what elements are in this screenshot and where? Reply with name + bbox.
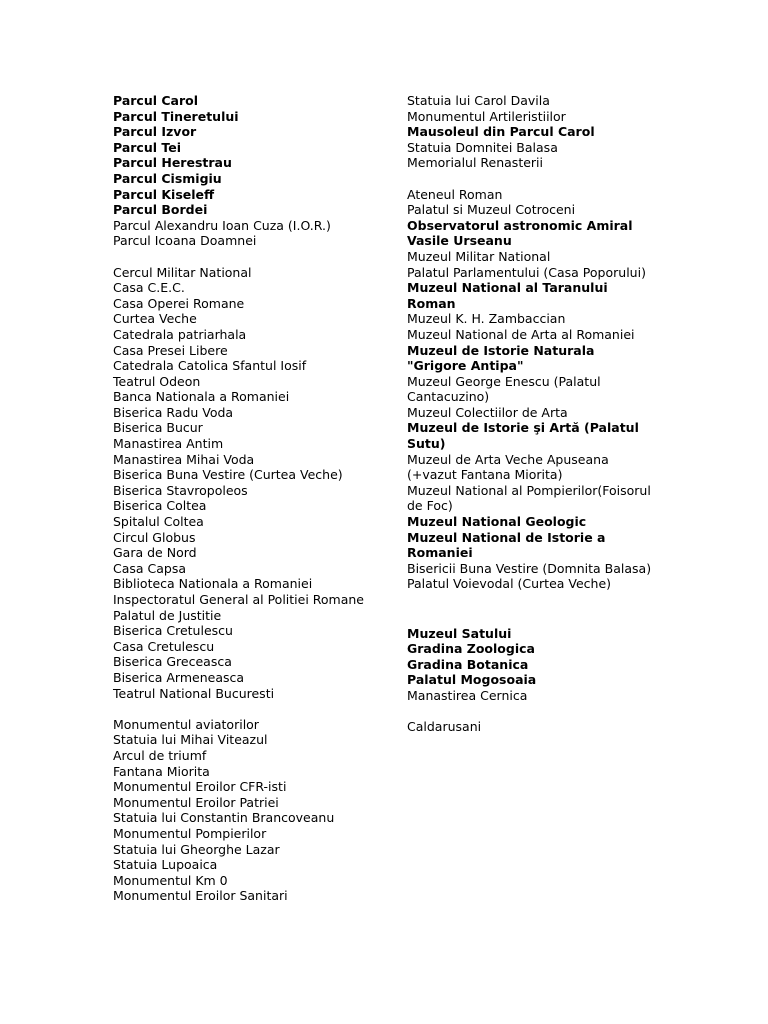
landmarks-list (113, 265, 383, 702)
list-item: Monumentul Eroilor CFR-isti (113, 779, 287, 795)
list-item: Parcul Tineretului (113, 108, 239, 124)
list-item: Muzeul National de Istorie a Romaniei (407, 529, 606, 561)
spacer (407, 171, 657, 187)
list-item: Gara de Nord (113, 545, 197, 561)
list-item: Palatul si Muzeul Cotroceni (407, 202, 576, 218)
list-item: Manastirea Mihai Voda (113, 451, 255, 467)
list-item: Parcul Icoana Doamnei (113, 233, 257, 249)
list-item: Biblioteca Nationala a Romaniei (113, 576, 313, 592)
list-item: Casa Capsa (113, 560, 187, 576)
list-item: Biserica Coltea (113, 498, 207, 514)
list-item: Muzeul George Enescu (Palatul Cantacuzino) (407, 373, 601, 405)
parks-list (113, 93, 383, 249)
far-list (407, 719, 657, 735)
list-item: Cercul Militar National (113, 264, 252, 280)
list-item: Casa Operei Romane (113, 295, 245, 311)
list-item: Biserica Bucur (113, 420, 203, 436)
list-item: Manastirea Antim (113, 436, 224, 452)
list-item: Palatul Mogosoaia (407, 672, 537, 688)
list-item: Palatul de Justitie (113, 607, 222, 623)
list-item: Muzeul Colectiilor de Arta (407, 404, 568, 420)
right-column (407, 93, 657, 735)
list-item: Biserica Cretulescu (113, 623, 233, 639)
list-item: Parcul Tei (113, 139, 181, 155)
list-item: Casa Cretulescu (113, 638, 215, 654)
list-item: Caldarusani (407, 719, 482, 735)
list-item: Casa C.E.C. (113, 280, 185, 296)
list-item: Muzeul de Istorie şi Artă (Palatul Sutu) (407, 420, 639, 452)
list-item: Muzeul National al Pompierilor(Foisorul de Foc) (407, 482, 651, 514)
list-item: Muzeul National Geologic (407, 514, 587, 530)
list-item: Muzeul National al Taranului Roman (407, 280, 608, 311)
list-item: Bisericii Buna Vestire (Domnita Balasa) (407, 560, 652, 576)
list-item: Gradina Botanica (407, 656, 529, 672)
statues-list (407, 93, 657, 171)
monuments-list (113, 717, 383, 904)
list-item: Mausoleul din Parcul Carol (407, 124, 595, 140)
list-item: Spitalul Coltea (113, 514, 204, 530)
list-item: Statuia lui Carol Davila (407, 93, 550, 108)
list-item: Teatrul Odeon (113, 373, 201, 389)
list-item: Teatrul National Bucuresti (113, 685, 275, 701)
list-item: Observatorul astronomic Amiral Vasile Urseanu (407, 217, 633, 249)
list-item: Catedrala Catolica Sfantul Iosif (113, 358, 307, 374)
list-item: Ateneul Roman (407, 186, 503, 202)
list-item: Muzeul National de Arta al Romaniei (407, 326, 635, 342)
spacer (407, 608, 657, 626)
list-item: Statuia lui Constantin Brancoveanu (113, 810, 335, 826)
list-item: Manastirea Cernica (407, 687, 528, 703)
list-item: Biserica Armeneasca (113, 669, 245, 685)
list-item: Memorialul Renasterii (407, 155, 543, 171)
list-item: Banca Nationala a Romaniei (113, 389, 290, 405)
outskirts-list (407, 626, 657, 704)
list-item: Biserica Stavropoleos (113, 482, 248, 498)
list-item: Statuia lui Gheorghe Lazar (113, 841, 280, 857)
list-item: Inspectoratul General al Politiei Romane (113, 592, 364, 607)
list-item: Monumentul Pompierilor (113, 825, 267, 841)
list-item: Statuia Domnitei Balasa (407, 139, 558, 155)
list-item: Parcul Alexandru Ioan Cuza (I.O.R.) (113, 217, 331, 233)
left-column (113, 93, 383, 904)
list-item: Parcul Kiseleff (113, 186, 215, 202)
list-item: Circul Globus (113, 529, 196, 545)
list-item: Gradina Zoologica (407, 641, 535, 657)
list-item: Biserica Radu Voda (113, 404, 234, 420)
list-item: Monumentul Eroilor Patriei (113, 794, 279, 810)
list-item: Muzeul de Arta Veche Apuseana (+vazut Fantana Miorita) (407, 451, 609, 483)
museums-list (407, 187, 657, 592)
list-item: Monumentul Km 0 (113, 872, 228, 888)
list-item: Parcul Herestrau (113, 155, 232, 171)
list-item: Muzeul de Istorie Naturala "Grigore Antipa" (407, 342, 595, 374)
list-item: Casa Presei Libere (113, 342, 228, 358)
list-item: Palatul Voievodal (Curtea Veche) (407, 576, 612, 592)
list-item: Monumentul Eroilor Sanitari (113, 888, 288, 904)
list-item: Parcul Bordei (113, 202, 208, 218)
list-item: Monumentul aviatorilor (113, 716, 259, 732)
list-item: Palatul Parlamentului (Casa Poporului) (407, 264, 646, 280)
list-item: Fantana Miorita (113, 763, 210, 779)
list-item: Muzeul Militar National (407, 248, 551, 264)
list-item: Biserica Greceasca (113, 654, 232, 670)
list-item: Parcul Carol (113, 93, 199, 108)
list-item: Catedrala patriarhala (113, 326, 247, 342)
list-item: Statuia lui Mihai Viteazul (113, 732, 268, 748)
list-item: Statuia Lupoaica (113, 857, 218, 873)
list-item: Muzeul K. H. Zambaccian (407, 311, 566, 327)
list-item: Biserica Buna Vestire (Curtea Veche) (113, 467, 343, 483)
spacer (113, 701, 383, 717)
list-item: Parcul Cismigiu (113, 170, 222, 186)
spacer (407, 592, 657, 608)
list-item: Muzeul Satului (407, 625, 512, 641)
list-item: Curtea Veche (113, 311, 197, 327)
list-item: Monumentul Artileristiilor (407, 108, 566, 124)
spacer (407, 704, 657, 720)
spacer (113, 249, 383, 265)
list-item: Arcul de triumf (113, 747, 207, 763)
list-item: Parcul Izvor (113, 124, 197, 140)
